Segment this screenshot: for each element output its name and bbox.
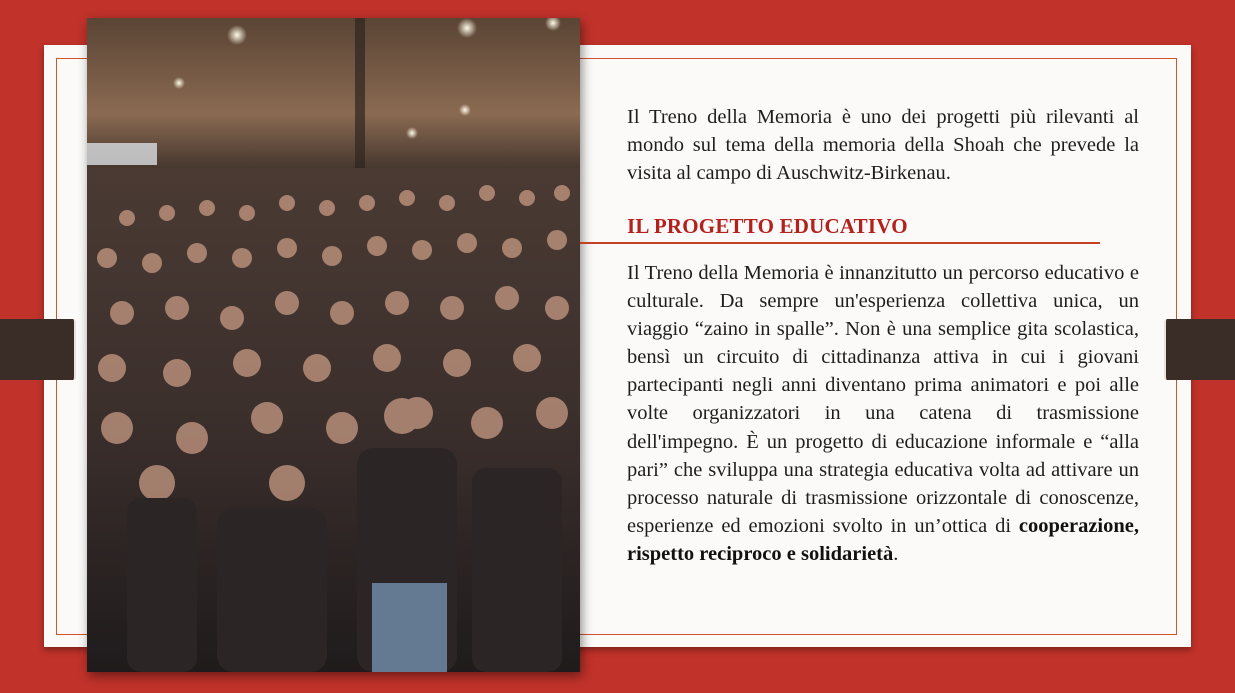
heading-underline: [580, 242, 1100, 244]
intro-paragraph: Il Treno della Memoria è uno dei progetti più rilevanti al mondo sul tema della memoria della Shoah che prevede la visita al campo di Auschwitz-Birkenau.: [627, 106, 1139, 184]
body-text-end: .: [893, 542, 899, 565]
section-heading: IL PROGETTO EDUCATIVO: [627, 214, 908, 238]
right-ribbon: [1164, 319, 1235, 380]
section-body: [627, 259, 1139, 568]
left-ribbon: [0, 319, 76, 380]
body-text-bold: cooperazione, rispetto reciproco e solidarietà: [627, 514, 1139, 565]
body-text-start: Il Treno della Memoria è innanzitutto un percorso educativo e culturale. Da sempre un'esperienza collettiva unica, un viaggio “zaino in spalle”. Non è una semplice gita scolastica, bensì un circuito di cittadinanza attiva in cui i giovani partecipanti negli anni diventano prima animatori e poi alle volte organizzatori in una catena di trasmissione dell'impegno. È un progetto di educazione informale e “alla pari” che sviluppa una strategia educativa volta ad attivare un processo naturale di trasmissione orizzontale di conoscenze, esperienze ed emozioni svolto in un’ottica di: [627, 262, 1139, 537]
group-photo: [87, 18, 580, 672]
